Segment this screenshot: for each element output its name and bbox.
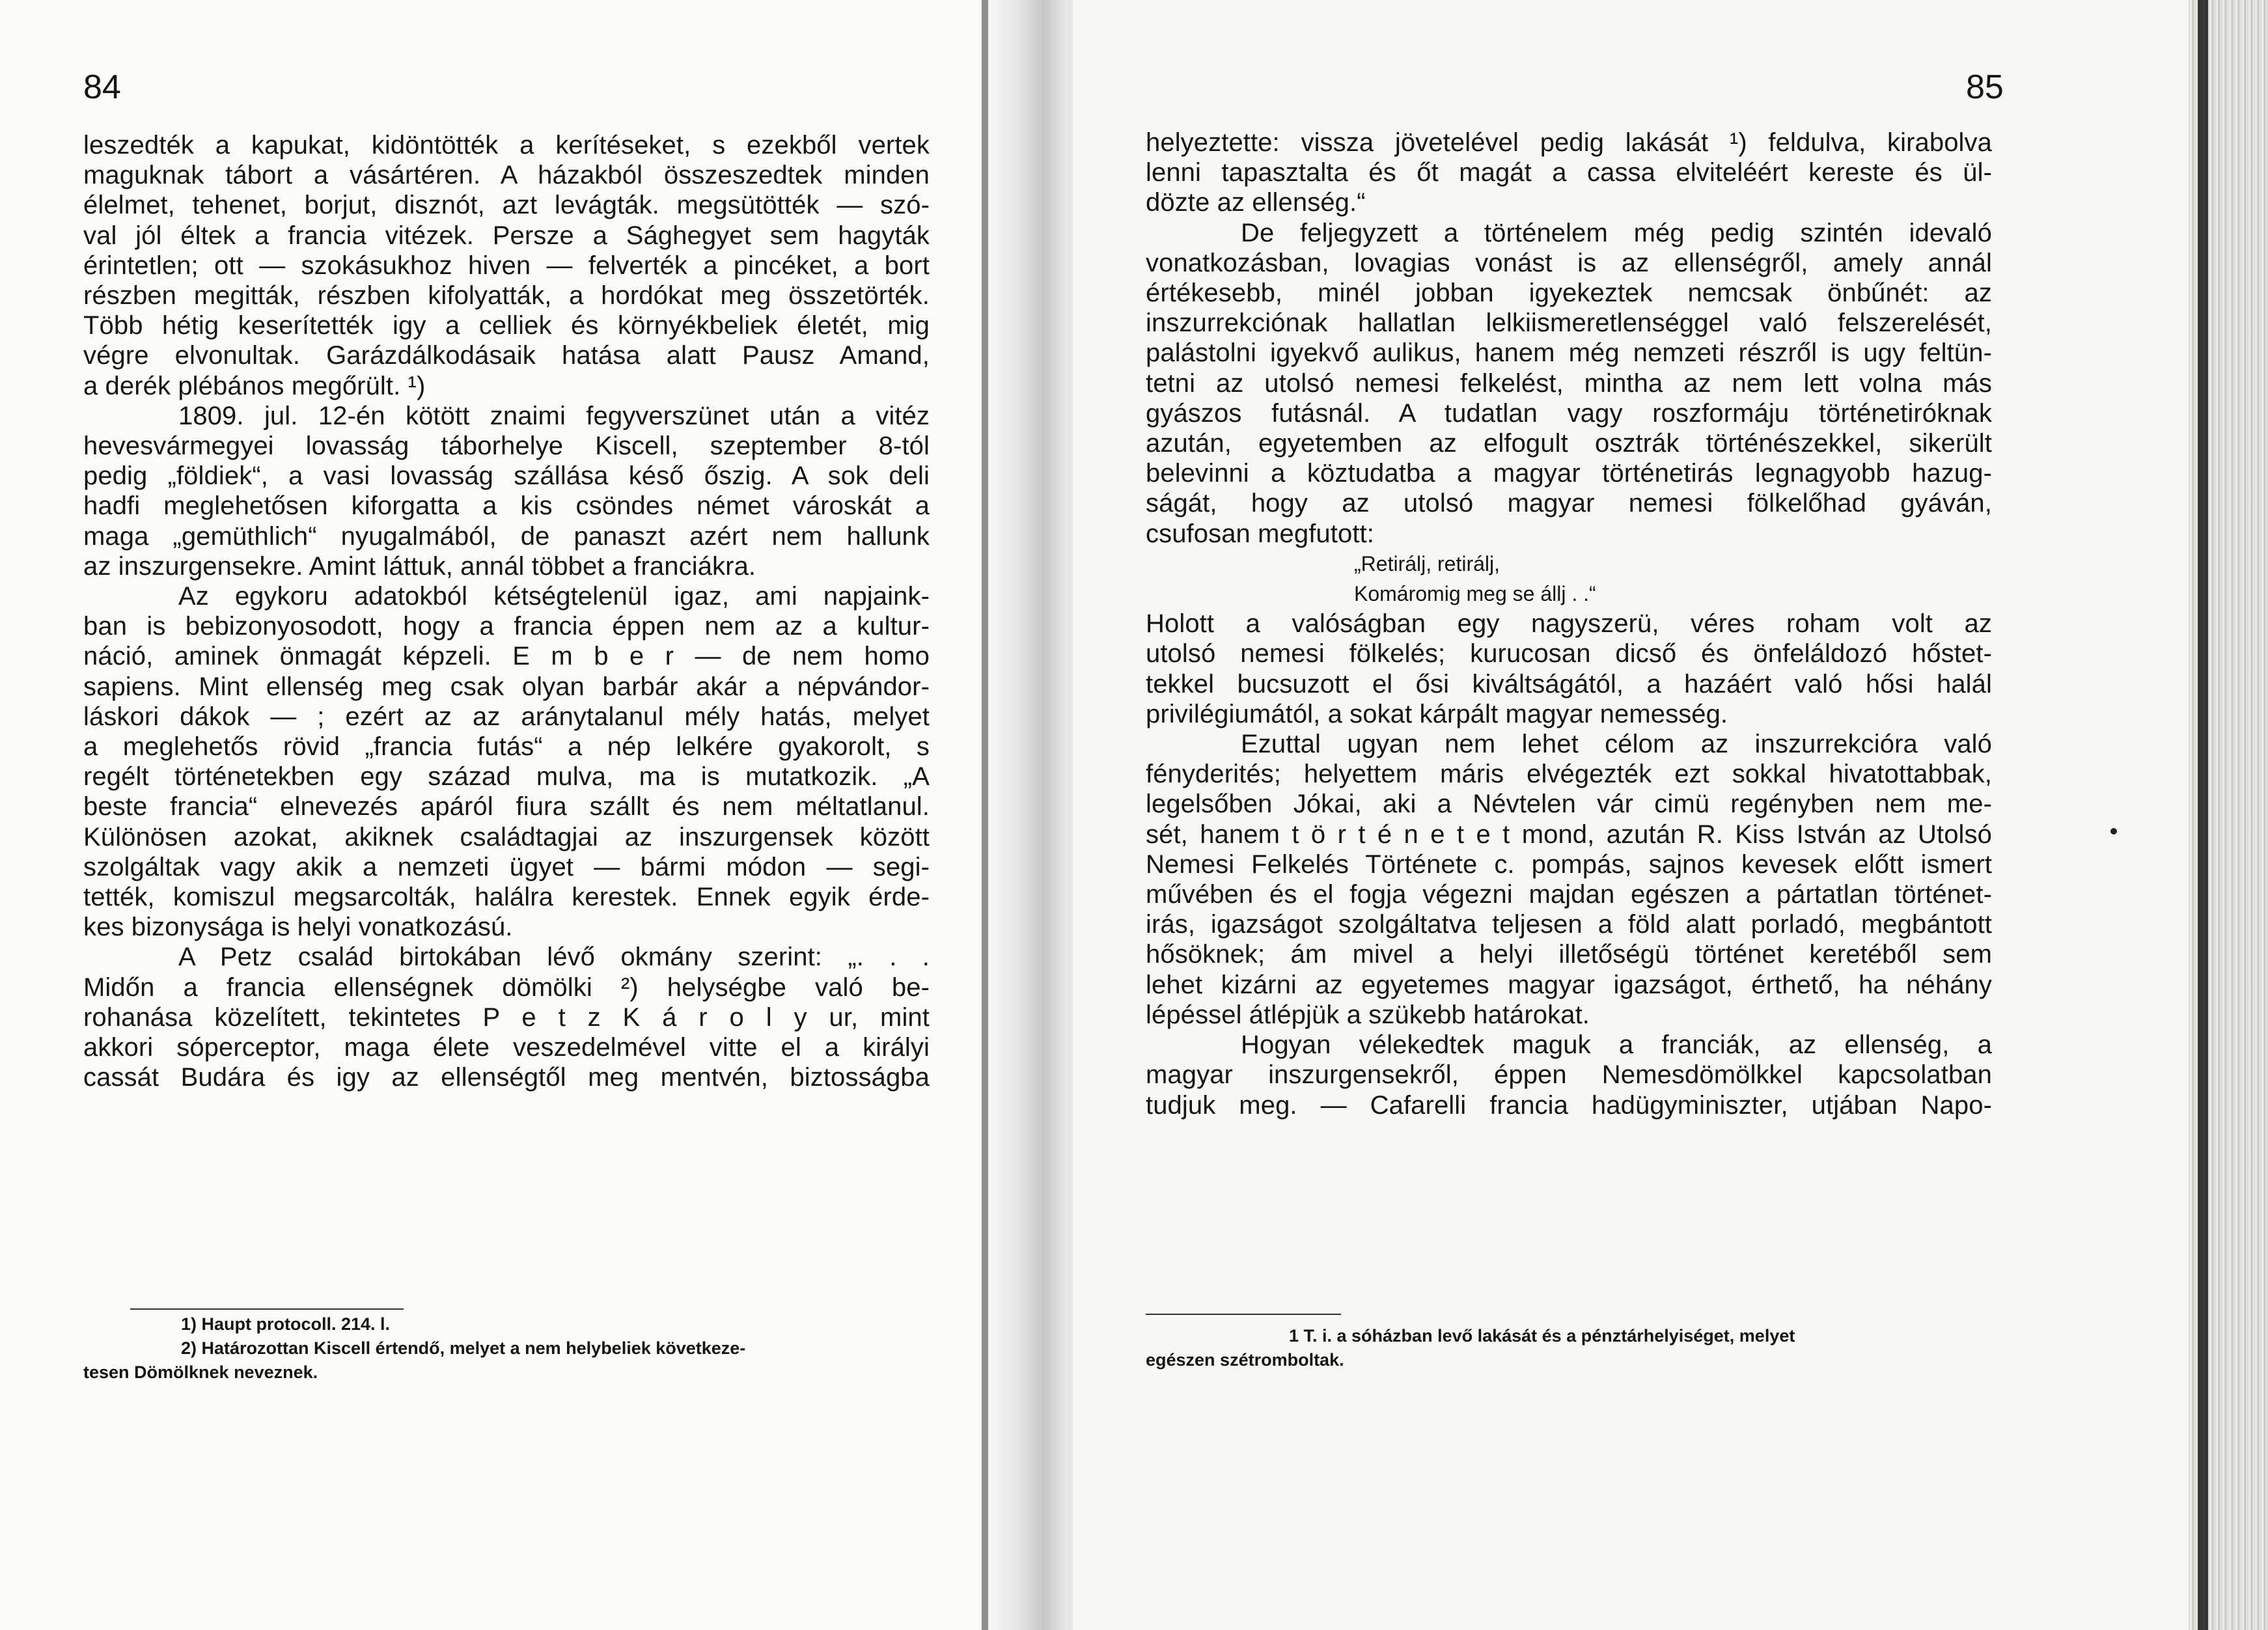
right-footnotes [1146,1324,1992,1372]
text-line: ságát, hogy az utolsó magyar nemesi fölkelőhad gyáván, [1146,489,1992,518]
page-edge-shadow [2198,0,2208,1630]
footnote: 2) Határozottan Kiscell értendő, melyet a nem helybeliek következe- [181,1338,746,1358]
text-line: hősöknek; ám mivel a helyi illetőségü történet keretéből sem [1146,940,1992,969]
footnote-rule [1146,1314,1341,1315]
page-number-right: 85 [1966,68,2004,106]
text-line: utolsó nemesi fölkelés; kurucosan dicső és önfeláldozó hőstet- [1146,639,1992,669]
text-line: tették, komiszul megsarcolták, halálra kerestek. Ennek egyik érde- [83,883,930,912]
text-line: akkori sóperceptor, maga élete veszedelmével vitte el a királyi [83,1033,930,1062]
text-line: pedig „földiek“, a vasi lovasság szállása késő őszig. A sok deli [83,462,930,491]
text-line: dözte az ellenség.“ [1146,188,1366,217]
footnote: 1) Haupt protocoll. 214. l. [181,1314,391,1334]
text-line: vonatkozásban, lovagias vonást is az ellenségről, amely annál [1146,248,1992,277]
text-line: legelsőben Jókai, aki a Névtelen vár cimü regényben nem me- [1146,790,1992,819]
footnote: tesen Dömölknek neveznek. [83,1362,318,1382]
text-line: Az egykoru adatokból kétségtelenül igaz, ami napjaink- [178,582,930,611]
text-line: maguknak tábort a vásártéren. A házakból összeszedtek minden [83,161,930,190]
text-line: sapiens. Mint ellenség meg csak olyan barbár akár a népvándor- [83,672,930,701]
text-line: végre elvonultak. Garázdálkodásaik hatása alatt Pausz Amand, [83,341,930,370]
text-line: részben megitták, részben kifolyatták, a hordókat meg összetörték. [83,281,930,311]
text-line: Nemesi Felkelés Története c. pompás, sajnos kevesek előtt ismert [1146,850,1992,879]
text-line: ban is bebizonyosodott, hogy a francia éppen nem az a kultur- [83,612,930,641]
text-line: fényderités; helyettem máris elvégezték ezt sokkal hivatottabbak, [1146,760,1992,789]
text-line: Holott a valóságban egy nagyszerü, véres roham volt az [1146,609,1992,639]
text-line: hadfi meglehetősen kiforgatta a kis csöndes német városkát a [83,491,930,521]
text-line: hevesvármegyei lovasság táborhelye Kiscell, szeptember 8-tól [83,432,930,461]
text-line: De feljegyzett a történelem még pedig szintén idevaló [1241,218,1992,247]
text-line: belevinni a köztudatba a magyar történetirás legnagyobb hazug- [1146,459,1992,488]
text-line: érintetlen; ott — szokásukhoz hiven — felverték a pincéket, a bort [83,251,930,280]
text-line: értékesebb, minél jobban igyekeztek nemcsak önbűnét: az [1146,279,1992,308]
text-line: kes bizonysága is helyi vonatkozású. [83,913,513,942]
text-line: Különösen azokat, akiknek családtagjai az inszurgensek között [83,822,930,851]
text-line: irás, igazságot szolgáltatva teljesen a föld alatt porladó, megbántott [1146,910,1992,939]
text-line: inszurrekciónak hallatlan lelkiismeretlenséggel való felszerelését, [1146,309,1992,338]
page-number-left: 84 [83,68,121,106]
book-spine [982,0,988,1630]
text-line: Midőn a francia ellenségnek dömölki ²) helységbe való be- [83,973,930,1002]
book-gutter [975,0,1073,1630]
print-speck [2110,828,2117,835]
text-line: csufosan megfutott: [1146,519,1374,548]
text-line: magyar inszurgensekről, éppen Nemesdömölkkel kapcsolatban [1146,1060,1992,1090]
text-line: lehet kizárni az egyetemes magyar igazságot, érthető, ha néhány [1146,970,1992,999]
text-line: láskori dákok — ; ezért az az aránytalanul mély hatás, melyet [83,702,930,731]
text-line: A Petz család birtokában lévő okmány szerint: „. . . [178,943,930,972]
text-line: Ezuttal ugyan nem lehet célom az inszurrekcióra való [1241,730,1992,759]
text-line: cassát Budára és igy az ellenségtől meg mentvén, biztosságba [83,1063,930,1092]
text-line: azután, egyetemben az elfogult osztrák történészekkel, sikerült [1146,429,1992,458]
text-line: művében és el fogja végezni majdan egészen a pártatlan történet- [1146,880,1992,909]
text-line: regélt történetekben egy század mulva, ma is mutatkozik. „A [83,762,930,792]
footnote-rule [130,1308,404,1310]
text-line: helyeztette: vissza jövetelével pedig lakását ¹) feldulva, kirabolva [1146,128,1992,157]
left-footnotes [83,1312,930,1385]
text-line: val jól éltek a francia vitézek. Persze a Sághegyet sem hagyták [83,221,930,250]
verse-line: Komáromig meg se állj . .“ [1354,582,1596,606]
text-line: Több hétig keserítették igy a celliek és környékbeliek életét, mig [83,311,930,340]
text-line: az inszurgensekre. Amint láttuk, annál többet a franciákra. [83,551,756,581]
footnote: 1 T. i. a sóházban levő lakását és a pénztárhelyiséget, melyet [1289,1326,1795,1346]
text-line: a derék plébános megőrült. ¹) [83,371,426,400]
right-page-body [1146,128,1992,1120]
text-line: 1809. jul. 12-én kötött znaimi fegyverszünet után a vitéz [178,401,930,430]
text-line: Hogyan vélekedtek maguk a franciák, az ellenség, a [1241,1030,1992,1060]
left-page-body [83,130,930,1093]
footnote: egészen szétromboltak. [1146,1350,1344,1370]
text-line: beste francia“ elnevezés apáról fiura szállt és nem méltatlanul. [83,792,930,822]
text-line: a meglehetős rövid „francia futás“ a nép lelkére gyakorolt, s [83,732,930,762]
text-line: palástolni igyekvő aulikus, hanem még nemzeti részről is ugy feltün- [1146,338,1992,368]
text-line: szolgáltak vagy akik a nemzeti ügyet — bármi módon — segi- [83,852,930,881]
text-line: lépéssel átlépjük a szükebb határokat. [1146,1000,1590,1029]
text-line: lenni tapasztalta és őt magát a cassa elviteléért kereste és ül- [1146,158,1992,187]
text-line: élelmet, tehenet, borjut, disznót, azt levágták. megsütötték — szó- [83,191,930,220]
text-line: náció, aminek önmagát képzeli. E m b e r — de nem homo [83,642,930,671]
text-line: leszedték a kapukat, kidöntötték a kerítéseket, s ezekből vertek [83,131,930,159]
text-line: tekkel bucsuzott el ősi kiváltságától, a hazáért való hősi halál [1146,669,1992,698]
verse-line: „Retirálj, retirálj, [1354,551,1500,575]
text-line: tetni az utolsó nemesi felkelést, mintha az nem lett volna más [1146,368,1992,398]
text-line: sét, hanem t ö r t é n e t e t mond, azután R. Kiss István az Utolsó [1146,820,1992,849]
text-line: gyászos futásnál. A tudatlan vagy roszformáju történetiróknak [1146,398,1992,428]
text-line: tudjuk meg. — Cafarelli francia hadügyminiszter, utjában Napo- [1146,1090,1992,1120]
text-line: maga „gemüthlich“ nyugalmából, de panaszt azért nem hallunk [83,521,930,551]
text-line: rohanása közelített, tekintetes P e t z K á r o l y ur, mint [83,1002,930,1032]
text-line: privilégiumától, a sokat kárpált magyar nemesség. [1146,699,1728,728]
